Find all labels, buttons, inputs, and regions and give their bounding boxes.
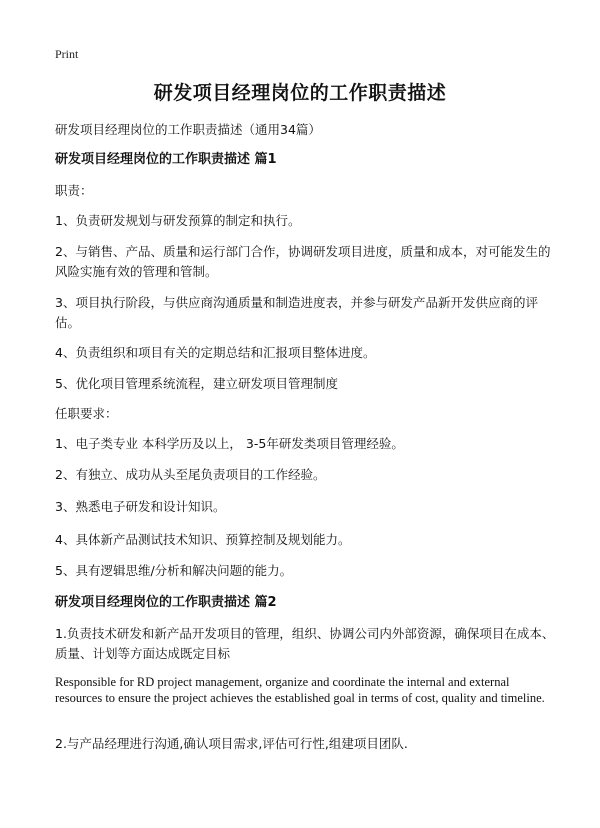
duty-item: 3、项目执行阶段，与供应商沟通质量和制造进度表，并参与研发产品新开发供应商的评估。 xyxy=(55,295,538,330)
document-subtitle: 研发项目经理岗位的工作职责描述（通用34篇） xyxy=(55,122,321,137)
duty-item: 4、负责组织和项目有关的定期总结和汇报项目整体进度。 xyxy=(55,345,376,360)
section2-item-1: 1.负责技术研发和新产品开发项目的管理，组织、协调公司内外部资源，确保项目在成本、质量、计划等方面达成既定目标 xyxy=(55,626,555,661)
duty-item: 1、负责研发规划与研发预算的制定和执行。 xyxy=(55,213,301,228)
duty-item: 5、优化项目管理系统流程，建立研发项目管理制度 xyxy=(55,376,338,391)
requirement-item: 5、具有逻辑思维/分析和解决问题的能力。 xyxy=(55,563,293,578)
requirement-item: 1、电子类专业 本科学历及以上， 3-5年研发类项目管理经验。 xyxy=(55,436,404,451)
section-heading-2: 研发项目经理岗位的工作职责描述 篇2 xyxy=(55,595,277,610)
requirement-item: 2、有独立、成功从头至尾负责项目的工作经验。 xyxy=(55,467,326,482)
requirement-item: 3、熟悉电子研发和设计知识。 xyxy=(55,499,226,514)
duties-label: 职责： xyxy=(55,183,93,198)
print-label: Print xyxy=(55,47,79,61)
section2-item-1-english: Responsible for RD project management, organize and coordinate the internal and external resources to ensure the project achieves the established goal in terms of cost, quality and timeline. xyxy=(55,675,545,705)
section2-item-2: 2.与产品经理进行沟通,确认项目需求,评估可行性,组建项目团队. xyxy=(55,736,408,751)
requirement-item: 4、具体新产品测试技术知识、预算控制及规划能力。 xyxy=(55,532,351,547)
page-title: 研发项目经理岗位的工作职责描述 xyxy=(153,82,447,104)
requirements-label: 任职要求： xyxy=(55,406,118,421)
section-heading-1: 研发项目经理岗位的工作职责描述 篇1 xyxy=(55,152,277,167)
duty-item: 2、与销售、产品、质量和运行部门合作，协调研发项目进度，质量和成本，对可能发生的风险实施有效的管理和管制。 xyxy=(55,244,551,279)
